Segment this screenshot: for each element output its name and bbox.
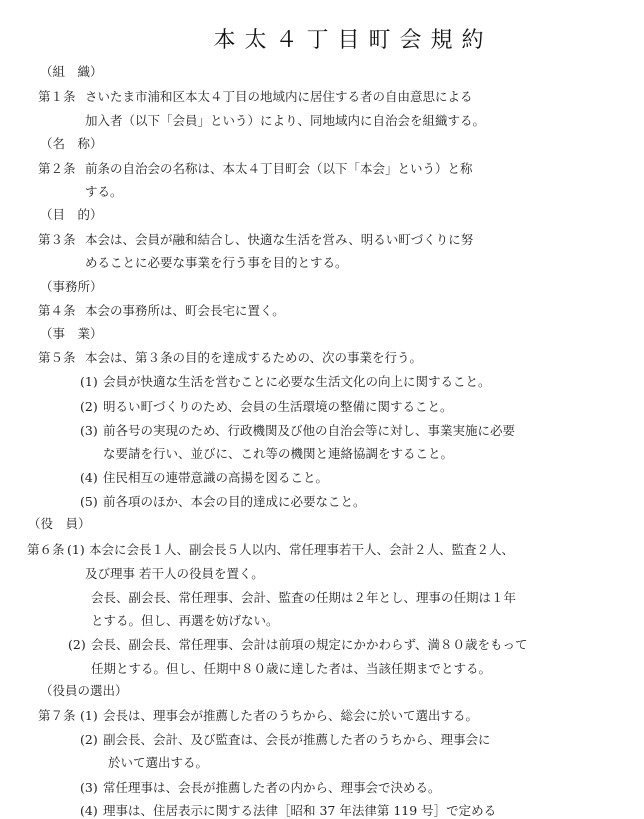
- article-label: 第１条: [38, 89, 76, 104]
- item-text: な要請を行い、並びに、これ等の機関と連絡協調をすること。: [103, 446, 454, 461]
- item-number: (3): [80, 780, 98, 795]
- item-text: 本会に会長１人、副会長５人以内、常任理事若干人、会計２人、監査２人、: [89, 542, 515, 557]
- article-label: 第３条: [38, 232, 76, 247]
- item-number: (4): [80, 470, 98, 485]
- section-heading: （役員の選出）: [40, 683, 128, 698]
- article-label: 第６条: [27, 542, 65, 557]
- item-text: 常任理事は、会長が推薦した者の内から、理事会で決める。: [103, 780, 441, 795]
- item-text: 及び理事 若干人の役員を置く。: [85, 566, 264, 581]
- item-text: 前各項のほか、本会の目的達成に必要なこと。: [103, 494, 366, 509]
- item-text: 於いて選出する。: [108, 755, 209, 770]
- article-text: 加入者（以下「会員」という）により、同地域内に自治会を組織する。: [85, 113, 486, 128]
- article-text: 前条の自治会の名称は、本太４丁目町会（以下「本会」という）と称: [85, 161, 473, 176]
- article-label: 第７条: [38, 708, 76, 723]
- item-text: 明るい町づくりのため、会員の生活環境の整備に関すること。: [103, 399, 453, 414]
- article-text: めることに必要な事業を行う事を目的とする。: [85, 255, 348, 270]
- item-number: (2): [68, 637, 86, 652]
- section-heading: （目 的）: [40, 207, 103, 222]
- item-number: (2): [80, 399, 98, 414]
- item-number: (1): [80, 374, 98, 389]
- item-text: 会員が快適な生活を営むことに必要な生活文化の向上に関すること。: [103, 374, 491, 389]
- article-text: する。: [85, 184, 123, 199]
- article-text: 本会の事務所は、町会長宅に置く。: [85, 303, 285, 318]
- item-text: 任期とする。但し、任期中８０歳に達した者は、当該任期までとする。: [91, 661, 492, 676]
- article-text: 本会は、会員が融和結合し、快適な生活を営み、明るい町づくりに努: [85, 232, 474, 247]
- section-heading: （名 称）: [40, 136, 103, 151]
- article-label: 第５条: [38, 350, 76, 365]
- item-text: 住民相互の連帯意識の高揚を図ること。: [103, 470, 329, 485]
- item-number: (5): [80, 494, 98, 509]
- item-text: とする。但し、再選を妨げない。: [91, 613, 279, 628]
- item-number: (3): [80, 423, 98, 438]
- item-number: (1): [67, 542, 85, 557]
- article-label: 第２条: [38, 161, 76, 176]
- item-number: (2): [80, 732, 98, 747]
- section-heading: （役 員）: [28, 516, 91, 531]
- section-heading: （事務所）: [40, 279, 103, 294]
- item-text: 会長、副会長、常任理事、会計は前項の規定にかかわらず、満８０歳をもって: [91, 637, 528, 652]
- item-text: 会長、副会長、常任理事、会計、監査の任期は２年とし、理事の任期は１年: [91, 590, 517, 605]
- article-label: 第４条: [38, 303, 76, 318]
- article-text: さいたま市浦和区本太４丁目の地域内に居住する者の自由意思による: [85, 89, 473, 104]
- item-number: (1): [80, 708, 98, 723]
- item-text: 副会長、会計、及び監査は、会長が推薦した者のうちから、理事会に: [103, 732, 491, 747]
- item-number: (4): [80, 803, 98, 818]
- section-heading: （組 織）: [40, 64, 103, 79]
- document-title: 本太４丁目町会規約: [213, 28, 493, 53]
- item-text: 前各号の実現のため、行政機関及び他の自治会等に対し、事業実施に必要: [103, 423, 516, 438]
- item-text: 理事は、住居表示に関する法律［昭和 37 年法律第 119 号］で定める: [103, 803, 497, 818]
- article-text: 本会は、第３条の目的を達成するための、次の事業を行う。: [85, 350, 423, 365]
- section-heading: （事 業）: [40, 326, 103, 341]
- item-text: 会長は、理事会が推薦した者のうちから、総会に於いて選出する。: [103, 708, 479, 723]
